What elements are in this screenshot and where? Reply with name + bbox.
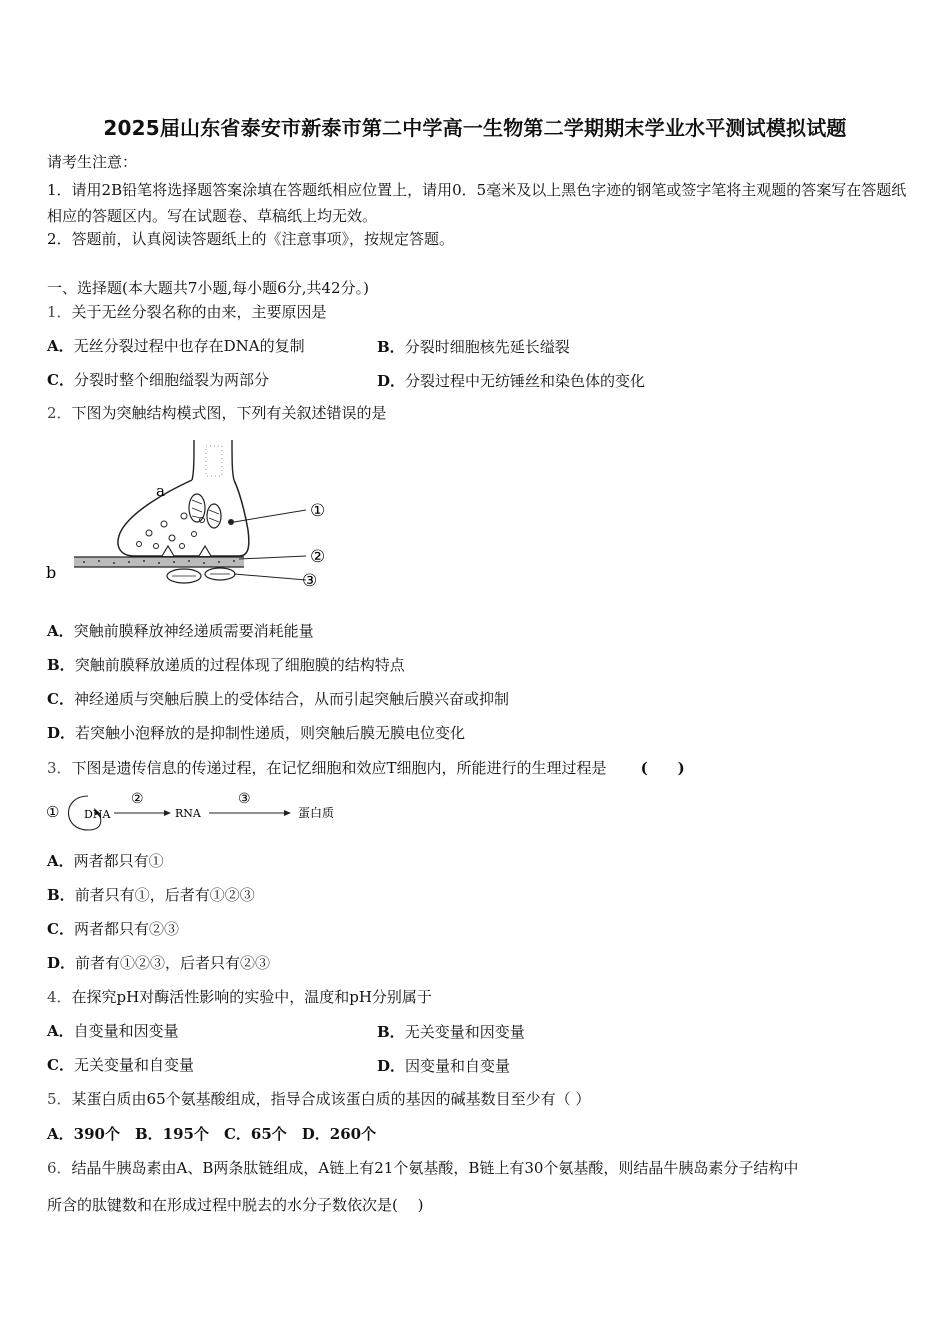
q1-option-d	[377, 370, 645, 391]
label-1: ①	[310, 501, 326, 521]
question-stem: 下图为突触结构模式图，下列有关叙述错误的是	[71, 404, 387, 422]
option-letter: B．	[377, 1023, 405, 1041]
option-letter: A．	[47, 622, 74, 640]
question-4	[47, 987, 432, 1007]
label-b: b	[46, 563, 57, 582]
q3-option-a	[47, 851, 164, 871]
question-5	[47, 1089, 590, 1109]
question-6	[47, 1158, 798, 1178]
q3-option-d	[47, 953, 270, 973]
question-1	[47, 302, 327, 322]
q4-option-a	[47, 1021, 179, 1041]
option-letter: D．	[47, 724, 76, 742]
question-stem: 结晶牛胰岛素由A、B两条肽链组成，A链上有21个氨基酸，B链上有30个氨基酸，则结晶牛胰岛素分子结构中	[71, 1159, 799, 1177]
question-stem: 在探究pH对酶活性影响的实验中，温度和pH分别属于	[71, 988, 432, 1006]
q2-option-b	[47, 655, 405, 675]
q3-option-c	[47, 919, 179, 939]
question-number: 3．	[47, 759, 72, 777]
option-letter: D．	[377, 372, 406, 390]
option-text: 分裂时细胞核先延长缢裂	[404, 338, 570, 356]
q1-option-a	[47, 336, 305, 356]
q2-option-c	[47, 689, 509, 709]
option-letter: C．	[47, 371, 74, 389]
option-text: 分裂过程中无纺锤丝和染色体的变化	[405, 372, 646, 390]
q2-option-a	[47, 621, 314, 641]
option-text: 分裂时整个细胞缢裂为两部分	[73, 371, 269, 389]
label-a: a	[156, 482, 165, 500]
answer-blank: ( )	[640, 759, 685, 777]
option-letter: C．	[47, 690, 74, 708]
option-letter: A．	[47, 1022, 74, 1040]
option-text: 无关变量和自变量	[73, 1056, 194, 1074]
question-number: 1．	[47, 303, 72, 321]
question-stem: 下图是遗传信息的传递过程，在记忆细胞和效应T细胞内，所能进行的生理过程是	[71, 759, 607, 777]
option-letter: B．	[47, 886, 75, 904]
option-letter: A．	[47, 852, 74, 870]
label-3: ③	[238, 791, 251, 807]
q1-option-b	[377, 336, 570, 357]
option-text: 若突触小泡释放的是抑制性递质，则突触后膜无膜电位变化	[75, 724, 466, 742]
option-text: 突触前膜释放递质的过程体现了细胞膜的结构特点	[74, 656, 405, 674]
question-3	[47, 758, 685, 778]
option-letter: C．	[47, 920, 74, 938]
central-dogma-diagram	[44, 790, 354, 834]
synapse-diagram	[44, 438, 344, 598]
option-text: 无关变量和因变量	[404, 1023, 525, 1041]
question-number: 6．	[47, 1159, 72, 1177]
question-stem: 某蛋白质由65个氨基酸组成，指导合成该蛋白质的基因的碱基数目至少有（ ）	[71, 1090, 591, 1108]
q4-option-b	[377, 1021, 525, 1042]
option-letter: B．	[47, 656, 75, 674]
label-3: ③	[302, 571, 318, 591]
question-stem: 关于无丝分裂名称的由来，主要原因是	[71, 303, 327, 321]
label-1: ①	[46, 803, 60, 821]
option-text: 神经递质与突触后膜上的受体结合，从而引起突触后膜兴奋或抑制	[73, 690, 509, 708]
q5-options: A．390个 B．195个 C．65个 D．260个	[47, 1125, 377, 1143]
question-number: 4．	[47, 988, 72, 1006]
q4-option-d	[377, 1055, 510, 1076]
label-protein: 蛋白质	[298, 806, 335, 820]
option-text: 突触前膜释放神经递质需要消耗能量	[73, 622, 314, 640]
question-6-continued: 所含的肽键数和在形成过程中脱去的水分子数依次是( )	[47, 1196, 424, 1214]
option-letter: B．	[377, 338, 405, 356]
question-2	[47, 403, 387, 423]
option-text: 因变量和自变量	[405, 1057, 511, 1075]
option-letter: D．	[377, 1057, 406, 1075]
question-number: 2．	[47, 404, 72, 422]
notice-heading: 请考生注意：	[47, 153, 138, 171]
option-letter: C．	[47, 1056, 74, 1074]
option-text: 两者都只有②③	[73, 920, 179, 938]
q4-option-c	[47, 1055, 194, 1075]
question-number: 5．	[47, 1090, 72, 1108]
label-dna: DNA	[84, 808, 111, 821]
option-text: 无丝分裂过程中也存在DNA的复制	[73, 337, 305, 355]
option-letter: D．	[47, 954, 76, 972]
label-2: ②	[131, 791, 144, 807]
option-letter: A．	[47, 337, 74, 355]
q2-option-d	[47, 723, 465, 743]
option-text: 两者都只有①	[73, 852, 164, 870]
option-text: 自变量和因变量	[73, 1022, 179, 1040]
notice-item-1: 1．请用2B铅笔将选择题答案涂填在答题纸相应位置上，请用0．5毫米及以上黑色字迹的钢笔或签字笔将主观题的答案写在答题纸相应的答题区内。写在试题卷、草稿纸上均无效。	[47, 181, 907, 225]
notice-item-2: 2．答题前，认真阅读答题纸上的《注意事项》，按规定答题。	[47, 230, 455, 248]
page-title: 2025届山东省泰安市新泰市第二中学高一生物第二学期期末学业水平测试模拟试题	[103, 116, 847, 140]
option-text: 前者有①②③，后者只有②③	[75, 954, 271, 972]
q3-option-b	[47, 885, 255, 905]
label-2: ②	[310, 547, 326, 567]
section-heading: 一、选择题(本大题共7小题,每小题6分,共42分。)	[47, 279, 369, 297]
option-text: 前者只有①，后者有①②③	[74, 886, 255, 904]
q1-option-c	[47, 370, 269, 390]
label-rna: RNA	[175, 807, 201, 820]
